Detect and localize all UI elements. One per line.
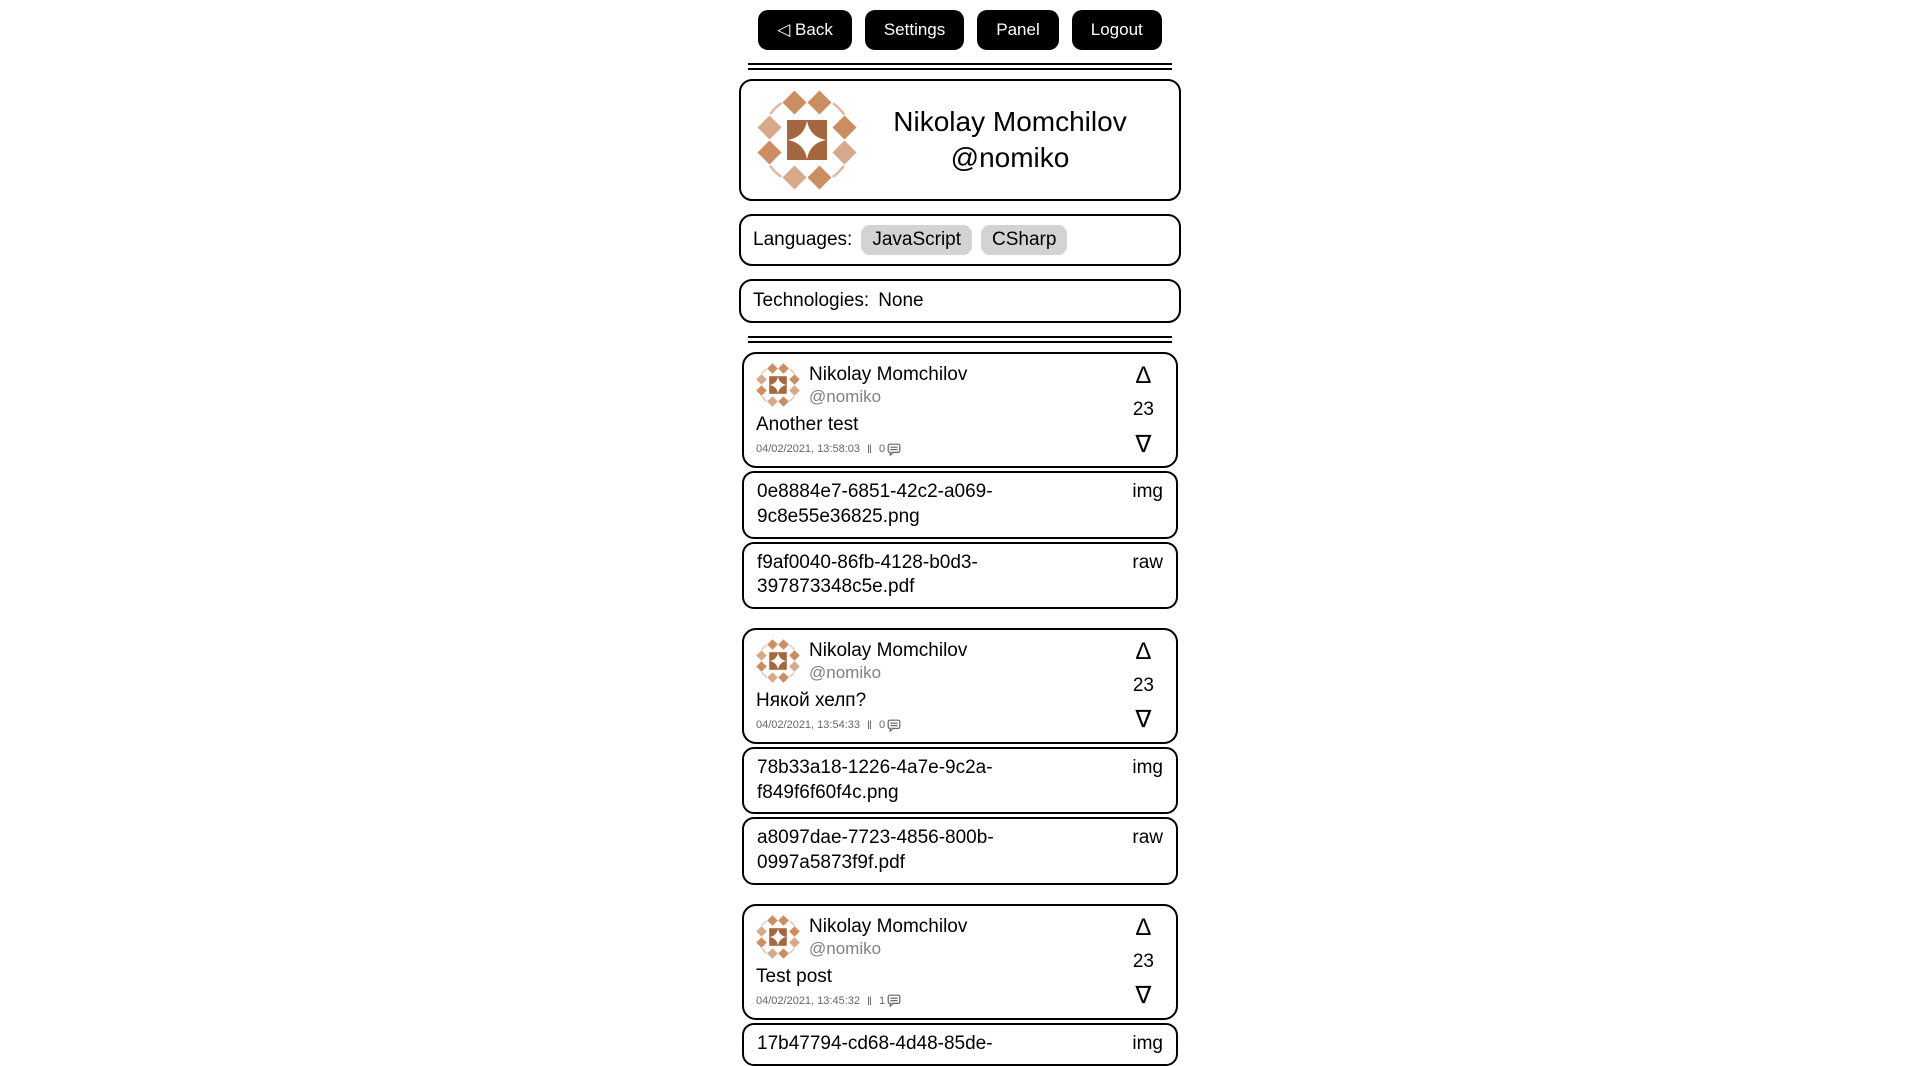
- language-badge: CSharp: [981, 225, 1067, 255]
- post-header: [756, 363, 1164, 407]
- vote-column: [1132, 913, 1154, 1010]
- upvote-button[interactable]: Δ: [1135, 362, 1152, 389]
- top-nav: [739, 10, 1181, 50]
- post-card[interactable]: [742, 904, 1178, 1020]
- back-button[interactable]: ◁ Back: [758, 10, 852, 50]
- attachment-filename: a8097dae-7723-4856-800b-0997a5873f9f.pdf: [757, 827, 994, 874]
- technologies-value: None: [878, 290, 924, 311]
- post-author-name: Nikolay Momchilov: [809, 639, 968, 661]
- profile-handle: @nomiko: [950, 142, 1070, 173]
- profile-names: [857, 104, 1163, 177]
- comment-count-wrap: [879, 719, 901, 732]
- post-group: [742, 904, 1178, 1066]
- post-author-block: [809, 639, 967, 683]
- comment-count: 1: [878, 994, 886, 1007]
- post-header: [756, 915, 1164, 959]
- attachment-type: raw: [1132, 827, 1163, 849]
- divider: [748, 63, 1172, 70]
- post-card[interactable]: [742, 352, 1178, 468]
- vote-column: [1132, 362, 1154, 458]
- attachment-type: img: [1132, 1032, 1163, 1054]
- post-meta: [756, 442, 1164, 456]
- post-meta: [756, 994, 1164, 1008]
- post-timestamp: 04/02/2021, 13:45:32: [756, 994, 860, 1007]
- comment-count-wrap: [879, 443, 901, 456]
- profile-card: [739, 79, 1181, 201]
- post-meta: [756, 718, 1164, 732]
- post-author-block: [809, 915, 967, 959]
- meta-separator: ‖: [866, 718, 872, 733]
- technologies-card: [739, 279, 1181, 323]
- attachment-type: img: [1132, 481, 1163, 503]
- meta-separator: ‖: [866, 442, 872, 457]
- post-avatar-icon: [756, 363, 800, 407]
- profile-name: Nikolay Momchilov: [893, 105, 1127, 137]
- vote-column: [1132, 637, 1154, 734]
- post-author-name: Nikolay Momchilov: [809, 915, 968, 937]
- post-author-block: [809, 363, 967, 407]
- technologies-label: Technologies:: [753, 290, 870, 311]
- attachment-type: img: [1132, 757, 1163, 779]
- post-avatar-icon: [756, 639, 800, 683]
- downvote-button[interactable]: ∇: [1135, 430, 1152, 458]
- upvote-button[interactable]: Δ: [1135, 637, 1152, 665]
- post-group: [742, 628, 1178, 885]
- post-timestamp: 04/02/2021, 13:58:03: [756, 443, 860, 456]
- post-title: Някой хелп?: [756, 690, 867, 712]
- upvote-button[interactable]: Δ: [1135, 913, 1152, 941]
- post-timestamp: 04/02/2021, 13:54:33: [756, 719, 860, 732]
- post-author-handle: @nomiko: [809, 386, 882, 406]
- post-header: [756, 639, 1164, 683]
- meta-separator: ‖: [866, 993, 872, 1008]
- languages-label: Languages:: [753, 229, 853, 250]
- attachment-row[interactable]: [742, 542, 1178, 609]
- attachment-filename: f9af0040-86fb-4128-b0d3-397873348c5e.pdf: [757, 551, 978, 598]
- main-column: [739, 0, 1181, 1066]
- comment-icon: [887, 443, 901, 456]
- comment-count: 0: [878, 443, 886, 456]
- vote-count: 23: [1132, 399, 1154, 421]
- comment-icon: [887, 994, 901, 1007]
- language-badge: JavaScript: [861, 225, 972, 255]
- post-group: [742, 352, 1178, 609]
- attachment-row[interactable]: [742, 1023, 1178, 1066]
- attachment-row[interactable]: [742, 471, 1178, 538]
- comment-count-wrap: [879, 994, 901, 1007]
- comment-count: 0: [878, 719, 886, 732]
- post-author-handle: @nomiko: [809, 938, 882, 958]
- downvote-button[interactable]: ∇: [1135, 982, 1152, 1010]
- post-card[interactable]: [742, 628, 1178, 744]
- post-title: Another test: [756, 414, 859, 436]
- panel-button[interactable]: Panel: [977, 10, 1058, 50]
- vote-count: 23: [1132, 674, 1154, 696]
- attachment-filename: 17b47794-cd68-4d48-85de-: [757, 1032, 993, 1054]
- post-title: Test post: [756, 965, 833, 987]
- post-avatar-icon: [756, 915, 800, 959]
- profile-avatar-icon: [757, 90, 857, 190]
- attachment-filename: 78b33a18-1226-4a7e-9c2a-f849f6f60f4c.png: [757, 757, 993, 803]
- attachment-row[interactable]: [742, 747, 1178, 814]
- post-author-handle: @nomiko: [809, 662, 882, 682]
- logout-button[interactable]: Logout: [1072, 10, 1162, 50]
- comment-icon: [887, 719, 901, 732]
- attachment-type: raw: [1132, 551, 1163, 573]
- attachment-filename: 0e8884e7-6851-42c2-a069-9c8e55e36825.png: [757, 481, 993, 527]
- settings-button[interactable]: Settings: [865, 10, 964, 50]
- post-author-name: Nikolay Momchilov: [809, 364, 968, 385]
- downvote-button[interactable]: ∇: [1135, 706, 1152, 734]
- vote-count: 23: [1132, 950, 1154, 972]
- divider: [748, 336, 1172, 343]
- attachment-row[interactable]: [742, 817, 1178, 884]
- languages-card: [739, 214, 1181, 266]
